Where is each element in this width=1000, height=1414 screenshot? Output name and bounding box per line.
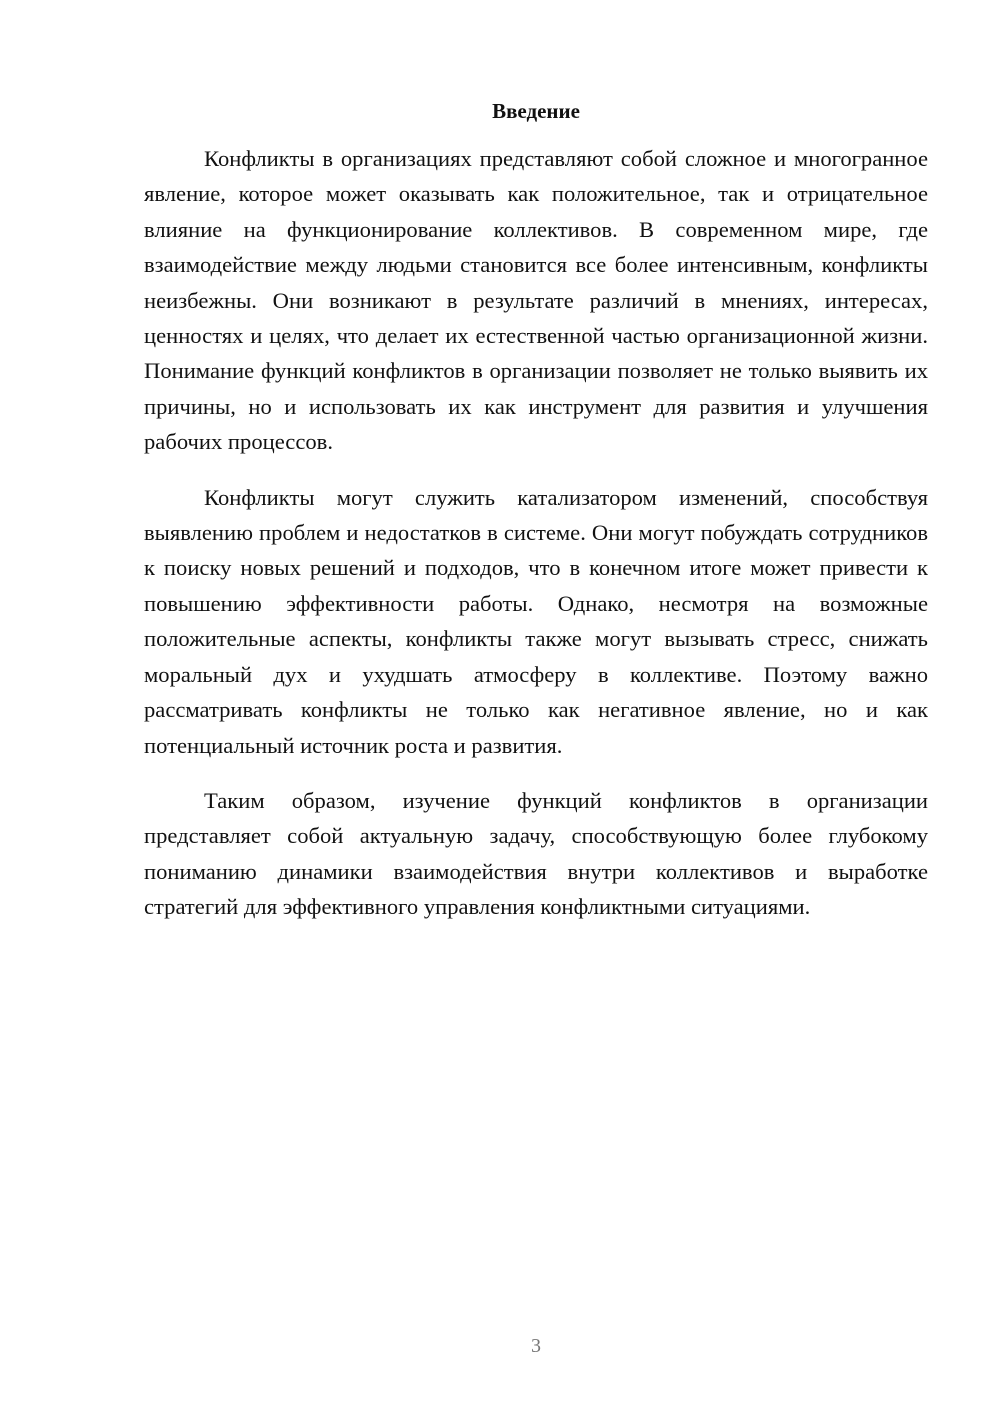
paragraph-2: Конфликты могут служить катализатором изменений, способствуя выявлению проблем и недостатков в системе. Они могут побуждать сотрудников к поиску новых решений и подходов, что в конечном итоге может привести к повышению эффективности работы. Однако, несмотря на возможные положительные аспекты, конфликты также могут вызывать стресс, снижать моральный дух и ухудшать атмосферу в коллективе. Поэтому важно рассматривать конфликты не только как негативное явление, но и как потенциальный источник роста и развития. bbox=[144, 484, 928, 758]
paragraph-1: Конфликты в организациях представляют собой сложное и многогранное явление, которое может оказывать как положительное, так и отрицательное влияние на функционирование коллективов. В современном мире, где взаимодействие между людьми становится все более интенсивным, конфликты неизбежны. Они возникают в результате различий в мнениях, интересах, ценностях и целях, что делает их естественной частью организационной жизни. Понимание функций конфликтов в организации позволяет не только выявить их причины, но и использовать их как инструмент для развития и улучшения рабочих процессов. bbox=[144, 146, 928, 455]
page-number: 3 bbox=[531, 1335, 541, 1357]
paragraph-3: Таким образом, изучение функций конфликтов в организации представляет собой актуальную задачу, способствующую более глубокому пониманию динамики взаимодействия внутри коллективов и выработке стратегий для эффективного управления конфликтными ситуациями. bbox=[144, 787, 928, 920]
page-content bbox=[144, 95, 928, 945]
section-title: Введение bbox=[492, 99, 580, 123]
